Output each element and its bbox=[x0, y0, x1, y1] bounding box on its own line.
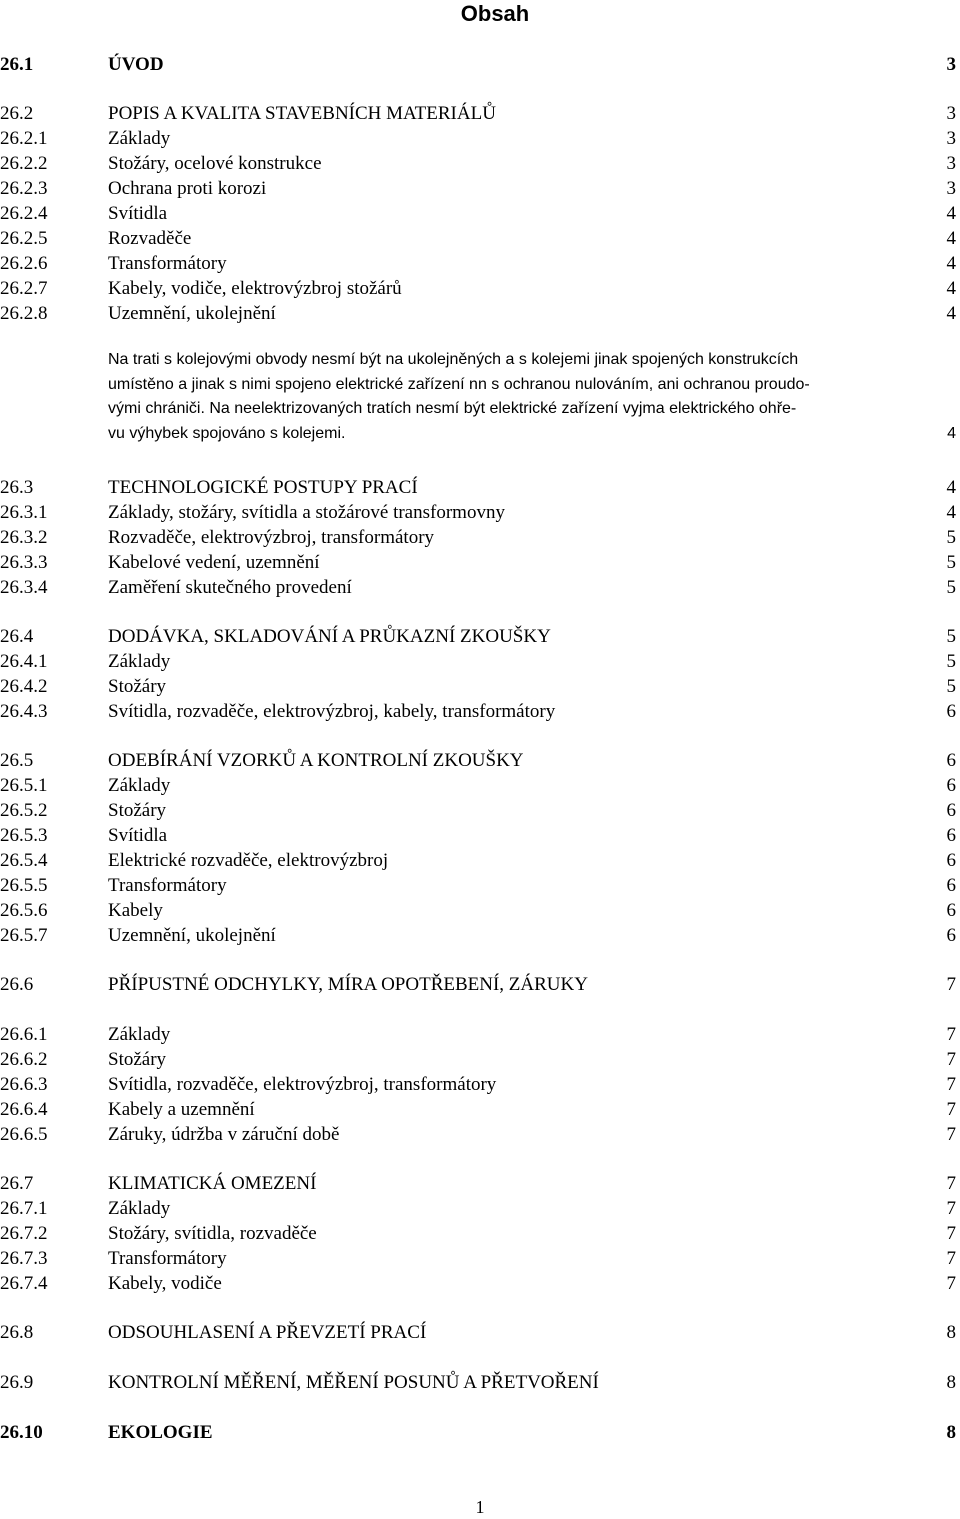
toc-paragraph bbox=[108, 348, 956, 446]
toc-entry-label: Elektrické rozvaděče, elektrovýzbroj bbox=[108, 850, 389, 871]
toc-entry[interactable] bbox=[0, 924, 956, 948]
paragraph-line-text: vu výhybek spojováno s kolejemi. bbox=[108, 424, 346, 442]
toc-entry-label: Ochrana proti korozi bbox=[108, 178, 267, 199]
toc-entry-number: 26.4.1 bbox=[0, 651, 48, 672]
toc-entry-page: 7 bbox=[946, 1024, 956, 1045]
toc-entry-number: 26.1 bbox=[0, 54, 34, 75]
toc-entry[interactable] bbox=[0, 675, 956, 699]
toc-entry-page: 5 bbox=[946, 577, 956, 598]
toc-entry-number: 26.7 bbox=[0, 1173, 34, 1194]
toc-entry-label: Rozvaděče bbox=[108, 228, 192, 249]
toc-entry-page: 6 bbox=[946, 925, 956, 946]
toc-entry-label: Uzemnění, ukolejnění bbox=[108, 303, 276, 324]
toc-entry-number: 26.6 bbox=[0, 974, 34, 995]
toc-entry-page: 6 bbox=[946, 825, 956, 846]
toc-entry-page: 7 bbox=[946, 1173, 956, 1194]
toc-entry-number: 26.5.4 bbox=[0, 850, 48, 871]
toc-entry-number: 26.2.3 bbox=[0, 178, 48, 199]
toc-entry-number: 26.3 bbox=[0, 477, 34, 498]
toc-entry-label: Transformátory bbox=[108, 875, 227, 896]
toc-entry-label: PŘÍPUSTNÉ ODCHYLKY, MÍRA OPOTŘEBENÍ, ZÁRUKY bbox=[108, 974, 588, 995]
toc-entry-number: 26.2 bbox=[0, 103, 34, 124]
toc-entry-label: Transformátory bbox=[108, 253, 227, 274]
toc-entry-label: Stožáry bbox=[108, 800, 167, 821]
toc-entry-number: 26.2.1 bbox=[0, 128, 48, 149]
toc-entry[interactable] bbox=[0, 973, 956, 997]
toc-entry-page: 5 bbox=[946, 552, 956, 573]
toc-entry-number: 26.9 bbox=[0, 1372, 34, 1393]
toc-entry-page: 7 bbox=[946, 1074, 956, 1095]
toc-entry-label: Záruky, údržba v záruční době bbox=[108, 1124, 340, 1145]
toc-entry-label: Základy, stožáry, svítidla a stožárové transformovny bbox=[108, 502, 505, 523]
toc-entry[interactable] bbox=[0, 1222, 956, 1246]
toc-entry[interactable] bbox=[0, 302, 956, 326]
toc-entry[interactable] bbox=[0, 774, 956, 798]
toc-entry-label: Kabely, vodiče, elektrovýzbroj stožárů bbox=[108, 278, 402, 299]
toc-entry-label: Stožáry, svítidla, rozvaděče bbox=[108, 1223, 317, 1244]
toc-entry-page: 7 bbox=[946, 1223, 956, 1244]
toc-entry-page: 4 bbox=[946, 228, 956, 249]
toc-entry-page: 8 bbox=[946, 1372, 956, 1393]
toc-entry-label: Stožáry bbox=[108, 676, 167, 697]
toc-entry-page: 6 bbox=[946, 875, 956, 896]
toc-entry[interactable] bbox=[0, 127, 956, 151]
paragraph-line: umístěno a jinak s nimi spojeno elektrické zařízení nn s ochranou nulováním, ani ochranou proudo- bbox=[108, 375, 810, 393]
toc-entry[interactable] bbox=[0, 152, 956, 176]
toc-entry-label: Svítidla bbox=[108, 825, 168, 846]
toc-entry-page: 3 bbox=[946, 178, 956, 199]
toc-entry[interactable] bbox=[0, 102, 956, 126]
toc-entry[interactable] bbox=[0, 476, 956, 500]
toc-entry-label: Základy bbox=[108, 1198, 171, 1219]
toc-entry-page: 7 bbox=[946, 1273, 956, 1294]
toc-entry[interactable] bbox=[0, 1123, 956, 1147]
toc-entry[interactable] bbox=[0, 1371, 956, 1395]
toc-entry-page: 7 bbox=[946, 1124, 956, 1145]
toc-entry-page: 5 bbox=[946, 626, 956, 647]
toc-entry-label: Stožáry bbox=[108, 1049, 167, 1070]
toc-entry-page: 6 bbox=[946, 701, 956, 722]
toc-entry-number: 26.2.5 bbox=[0, 228, 48, 249]
toc-entry-label: Svítidla, rozvaděče, elektrovýzbroj, kabely, transformátory bbox=[108, 701, 556, 722]
toc-entry[interactable] bbox=[0, 749, 956, 773]
toc-entry[interactable] bbox=[0, 1048, 956, 1072]
toc-entry-label: EKOLOGIE bbox=[108, 1422, 213, 1443]
toc-entry-number: 26.7.1 bbox=[0, 1198, 48, 1219]
toc-entry-label: Kabelové vedení, uzemnění bbox=[108, 552, 320, 573]
toc-entry-page: 4 bbox=[946, 278, 956, 299]
toc-entry-label: Základy bbox=[108, 775, 171, 796]
toc-entry-number: 26.3.3 bbox=[0, 552, 48, 573]
toc-entry[interactable] bbox=[0, 650, 956, 674]
toc-entry[interactable] bbox=[0, 227, 956, 251]
toc-entry-label: POPIS A KVALITA STAVEBNÍCH MATERIÁLŮ bbox=[108, 103, 496, 124]
toc-entry-label: ODEBÍRÁNÍ VZORKŮ A KONTROLNÍ ZKOUŠKY bbox=[108, 750, 524, 771]
toc-entry[interactable] bbox=[0, 1321, 956, 1345]
toc-entry-page: 3 bbox=[946, 103, 956, 124]
page-number: 1 bbox=[475, 1497, 485, 1517]
toc-entry-number: 26.3.1 bbox=[0, 502, 48, 523]
toc-entry-label: Kabely bbox=[108, 900, 163, 921]
toc-entry-label: ODSOUHLASENÍ A PŘEVZETÍ PRACÍ bbox=[108, 1322, 427, 1343]
toc-entry-number: 26.2.4 bbox=[0, 203, 48, 224]
toc-entry-number: 26.4.2 bbox=[0, 676, 48, 697]
toc-entry-page: 7 bbox=[946, 1049, 956, 1070]
toc-entry[interactable] bbox=[0, 1073, 956, 1097]
toc-entry[interactable] bbox=[0, 899, 956, 923]
toc-entry-label: Kabely a uzemnění bbox=[108, 1099, 255, 1120]
toc-entry-page: 5 bbox=[946, 651, 956, 672]
toc-entry-label: Svítidla bbox=[108, 203, 168, 224]
toc-entry[interactable] bbox=[0, 252, 956, 276]
toc-entry[interactable] bbox=[0, 177, 956, 201]
toc-entry-number: 26.5.7 bbox=[0, 925, 48, 946]
toc-entry-label: Transformátory bbox=[108, 1248, 227, 1269]
toc-entry-number: 26.8 bbox=[0, 1322, 34, 1343]
toc-entry-number: 26.5 bbox=[0, 750, 34, 771]
toc-entry-number: 26.2.2 bbox=[0, 153, 48, 174]
toc-entry-page: 7 bbox=[946, 1198, 956, 1219]
toc-entry-page: 3 bbox=[946, 54, 956, 75]
toc-entry[interactable] bbox=[0, 526, 956, 550]
toc-entry-page: 6 bbox=[946, 750, 956, 771]
toc-entry-page: 4 bbox=[946, 203, 956, 224]
toc-entry-page: 6 bbox=[946, 775, 956, 796]
toc-entry-number: 26.7.2 bbox=[0, 1223, 48, 1244]
toc-entry[interactable] bbox=[0, 700, 956, 724]
toc-entry-page: 6 bbox=[946, 800, 956, 821]
toc-entry[interactable] bbox=[0, 1421, 956, 1445]
toc-entry[interactable] bbox=[0, 824, 956, 848]
toc-entry-label: Rozvaděče, elektrovýzbroj, transformátory bbox=[108, 527, 435, 548]
toc-entry-number: 26.2.7 bbox=[0, 278, 48, 299]
toc-entry-label: Základy bbox=[108, 1024, 171, 1045]
toc-entry[interactable] bbox=[0, 874, 956, 898]
toc-entry[interactable] bbox=[0, 1197, 956, 1221]
toc-entry[interactable] bbox=[0, 551, 956, 575]
toc-entry-label: KONTROLNÍ MĚŘENÍ, MĚŘENÍ POSUNŮ A PŘETVOŘENÍ bbox=[108, 1372, 599, 1393]
toc-entry-number: 26.4.3 bbox=[0, 701, 48, 722]
toc-entry[interactable] bbox=[0, 849, 956, 873]
toc-entry-page: 4 bbox=[946, 502, 956, 523]
toc-entry-number: 26.7.4 bbox=[0, 1273, 48, 1294]
toc-entry[interactable] bbox=[0, 1172, 956, 1196]
toc-entry[interactable] bbox=[0, 202, 956, 226]
toc-entry-number: 26.5.3 bbox=[0, 825, 48, 846]
toc-entry-page: 5 bbox=[946, 676, 956, 697]
paragraph-line: Na trati s kolejovými obvody nesmí být na ukolejněných a s kolejemi jinak spojených konstrukcích bbox=[108, 351, 799, 368]
toc-entry-label: ÚVOD bbox=[108, 54, 164, 75]
toc-entry-page: 6 bbox=[946, 850, 956, 871]
toc-entry-number: 26.6.3 bbox=[0, 1074, 48, 1095]
toc-entry-number: 26.6.4 bbox=[0, 1099, 48, 1120]
toc-entry[interactable] bbox=[0, 625, 956, 649]
toc-entry-label: Svítidla, rozvaděče, elektrovýzbroj, transformátory bbox=[108, 1074, 497, 1095]
toc-entry-number: 26.5.2 bbox=[0, 800, 48, 821]
toc-entry-page: 4 bbox=[946, 253, 956, 274]
toc-entry[interactable] bbox=[0, 1098, 956, 1122]
toc-entry-number: 26.6.5 bbox=[0, 1124, 48, 1145]
toc-entry-page: 7 bbox=[946, 974, 956, 995]
toc-entry-page: 7 bbox=[946, 1248, 956, 1269]
toc-entry[interactable] bbox=[0, 1023, 956, 1047]
toc-entry[interactable] bbox=[0, 1247, 956, 1271]
paragraph-page-number: 4 bbox=[947, 424, 956, 442]
toc-entry-page: 6 bbox=[946, 900, 956, 921]
paragraph-line: vými chrániči. Na neelektrizovaných tratích nesmí být elektrické zařízení vyjma elektrického ohře- bbox=[108, 400, 797, 417]
toc-entry-label: DODÁVKA, SKLADOVÁNÍ A PRŮKAZNÍ ZKOUŠKY bbox=[108, 626, 551, 647]
toc-entry-number: 26.4 bbox=[0, 626, 34, 647]
toc-entry-page: 4 bbox=[946, 477, 956, 498]
toc-entry-page: 3 bbox=[946, 128, 956, 149]
toc-entry[interactable] bbox=[0, 277, 956, 301]
toc-entry-number: 26.3.2 bbox=[0, 527, 48, 548]
page-title: Obsah bbox=[460, 1, 530, 26]
toc-entry-number: 26.3.4 bbox=[0, 577, 48, 598]
toc-entry-number: 26.5.1 bbox=[0, 775, 48, 796]
toc-entry-label: Základy bbox=[108, 651, 171, 672]
toc-entry-number: 26.5.6 bbox=[0, 900, 48, 921]
toc-entry-label: Kabely, vodiče bbox=[108, 1273, 222, 1294]
toc-entry-label: Uzemnění, ukolejnění bbox=[108, 925, 276, 946]
toc-entry[interactable] bbox=[0, 1272, 956, 1296]
toc-entry-number: 26.2.8 bbox=[0, 303, 48, 324]
toc-entry[interactable] bbox=[0, 799, 956, 823]
toc-entry-number: 26.6.2 bbox=[0, 1049, 48, 1070]
paragraph-line-last bbox=[108, 422, 956, 447]
toc-entry-number: 26.10 bbox=[0, 1422, 43, 1443]
toc-entry-label: Stožáry, ocelové konstrukce bbox=[108, 153, 322, 174]
toc-entry-number: 26.2.6 bbox=[0, 253, 48, 274]
toc-entry-page: 8 bbox=[946, 1322, 956, 1343]
toc-entry-number: 26.6.1 bbox=[0, 1024, 48, 1045]
toc-entry-page: 7 bbox=[946, 1099, 956, 1120]
toc-entry[interactable] bbox=[0, 53, 956, 77]
toc-entry-label: Zaměření skutečného provedení bbox=[108, 577, 352, 598]
toc-entry-page: 3 bbox=[946, 153, 956, 174]
toc-entry-page: 5 bbox=[946, 527, 956, 548]
toc-entry[interactable] bbox=[0, 576, 956, 600]
toc-entry-number: 26.7.3 bbox=[0, 1248, 48, 1269]
toc-entry-page: 8 bbox=[946, 1422, 956, 1443]
toc-entry[interactable] bbox=[0, 501, 956, 525]
toc-entry-page: 4 bbox=[946, 303, 956, 324]
toc-entry-label: TECHNOLOGICKÉ POSTUPY PRACÍ bbox=[108, 477, 418, 498]
toc-entry-label: KLIMATICKÁ OMEZENÍ bbox=[108, 1173, 317, 1194]
toc-entry-number: 26.5.5 bbox=[0, 875, 48, 896]
toc-entry-label: Základy bbox=[108, 128, 171, 149]
